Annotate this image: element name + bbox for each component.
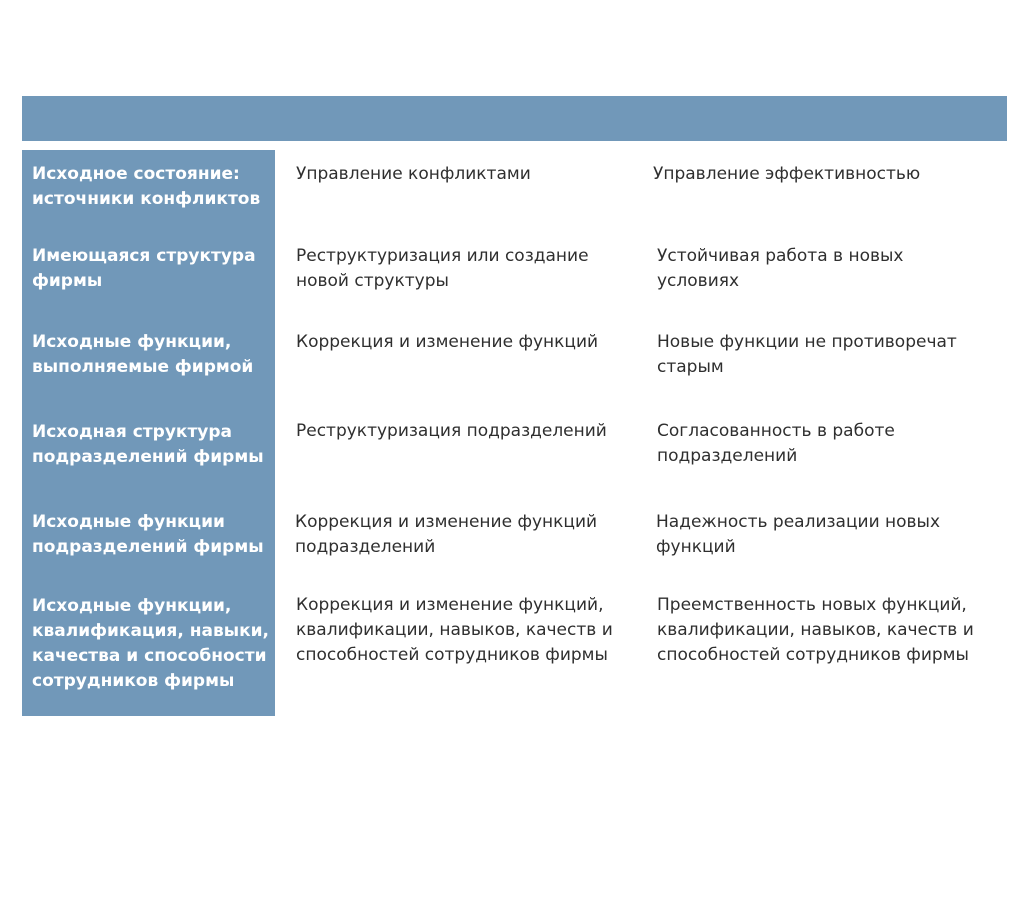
text-line: подразделений — [657, 446, 798, 466]
row-management-cell — [295, 510, 597, 560]
table-header-bar — [22, 96, 1007, 141]
text-line: способностей сотрудников фирмы — [296, 645, 608, 665]
row-efficiency-cell — [657, 593, 974, 668]
text-line: квалификации, навыков, качеств и — [296, 620, 613, 640]
text-line: квалификация, навыки, — [32, 621, 269, 641]
row-efficiency-cell — [657, 244, 903, 294]
row-management-cell — [296, 593, 613, 668]
text-line: Коррекция и изменение функций — [296, 332, 599, 352]
row-source-cell — [32, 594, 269, 694]
row-management-cell — [296, 419, 607, 444]
row-source-cell — [32, 420, 264, 470]
text-line: способностей сотрудников фирмы — [657, 645, 969, 665]
text-line: Управление эффективностью — [653, 164, 921, 184]
row-management-cell — [296, 330, 598, 355]
text-line: Новые функции не противоречат — [657, 332, 957, 352]
text-line: сотрудников фирмы — [32, 671, 235, 691]
text-line: фирмы — [32, 271, 103, 291]
text-line: подразделений — [295, 537, 436, 557]
text-line: Исходные функции — [32, 512, 225, 532]
text-line: Исходные функции, — [32, 596, 232, 616]
text-line: выполняемые фирмой — [32, 357, 254, 377]
text-line: Коррекция и изменение функций — [295, 512, 598, 532]
text-line: функций — [656, 537, 736, 557]
text-line: Имеющаяся структура — [32, 246, 256, 266]
text-line: Исходная структура — [32, 422, 233, 442]
row-management-cell — [296, 162, 531, 187]
text-line: Коррекция и изменение функций, — [296, 595, 604, 615]
row-efficiency-cell — [657, 419, 895, 469]
text-line: условиях — [657, 271, 740, 291]
text-line: Устойчивая работа в новых — [657, 246, 904, 266]
text-line: Реструктуризация подразделений — [296, 421, 607, 441]
row-source-cell — [32, 330, 253, 380]
row-efficiency-cell — [656, 510, 940, 560]
text-line: Преемственность новых функций, — [657, 595, 967, 615]
text-line: подразделений фирмы — [32, 537, 264, 557]
row-efficiency-cell — [657, 330, 957, 380]
row-source-cell — [32, 510, 264, 560]
text-line: Исходные функции, — [32, 332, 232, 352]
text-line: старым — [657, 357, 724, 377]
row-efficiency-cell — [653, 162, 920, 187]
text-line: качества и способности — [32, 646, 267, 666]
text-line: Реструктуризация или создание — [296, 246, 589, 266]
text-line: подразделений фирмы — [32, 447, 264, 467]
text-line: источники конфликтов — [32, 189, 261, 209]
row-source-cell — [32, 244, 256, 294]
text-line: Надежность реализации новых — [656, 512, 941, 532]
text-line: новой структуры — [296, 271, 449, 291]
row-management-cell — [296, 244, 589, 294]
text-line: Согласованность в работе — [657, 421, 895, 441]
text-line: Управление конфликтами — [296, 164, 531, 184]
row-source-cell — [32, 162, 260, 212]
text-line: Исходное состояние: — [32, 164, 240, 184]
text-line: квалификации, навыков, качеств и — [657, 620, 974, 640]
